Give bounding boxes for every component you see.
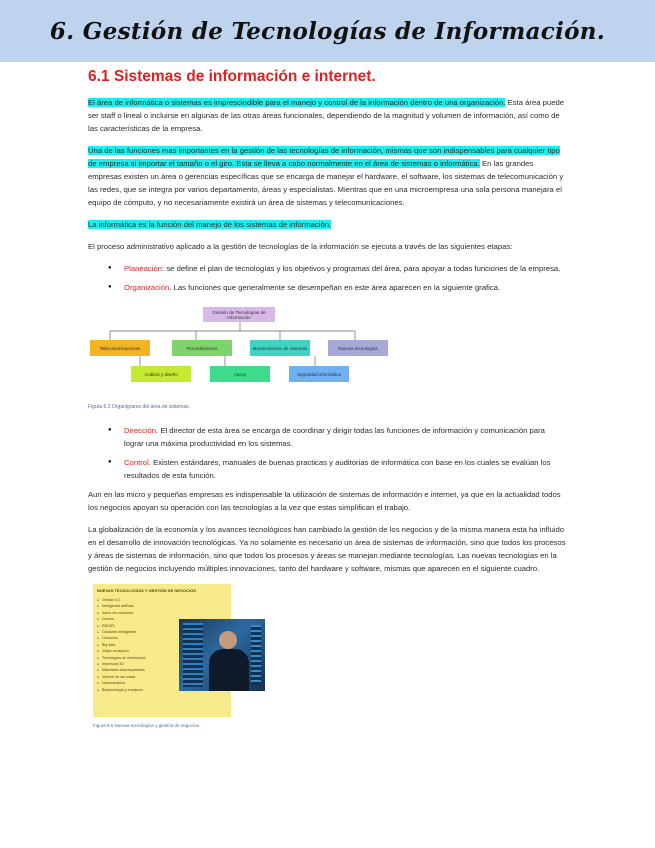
highlight-text: La informática es la función del manejo de los sistemas de información. bbox=[88, 220, 332, 229]
stage-term: Planeación bbox=[124, 264, 163, 273]
innovation-item: ● Ciudades inteligentes bbox=[102, 629, 182, 635]
innovation-item: ● Materiales autorreparables bbox=[102, 667, 182, 673]
org-node-procedimientos: Procedimientos bbox=[172, 340, 232, 356]
stage-term: Dirección bbox=[124, 426, 157, 435]
innovation-item: ● Nanomedicina bbox=[102, 680, 182, 686]
document-body bbox=[88, 68, 566, 728]
innovation-item: ● Clonación bbox=[102, 635, 182, 641]
person-body bbox=[209, 649, 249, 691]
server-rack bbox=[183, 623, 203, 687]
list-item-planeacion bbox=[124, 262, 566, 275]
org-chart-caption: Figura 6.3 Organigrama del área de sistemas. bbox=[88, 404, 190, 410]
org-chart bbox=[90, 304, 390, 400]
paragraph-5: Aun en las micro y pequeñas empresas es indispensable la utilización de sistemas de información e internet, ya que en la actualidad todos los negocios apoyan su operación con las tecnologías a la vez que estas simplifican el trabajo. bbox=[88, 490, 561, 512]
innovations-figure bbox=[93, 584, 231, 717]
innovation-item: ● Drones bbox=[102, 616, 182, 622]
stage-text: . Las funciones que generalmente se desempeñan en este área aparecen en la siguiente grafica. bbox=[169, 283, 501, 292]
list-item-organizacion bbox=[124, 281, 566, 294]
server-rack bbox=[251, 625, 261, 685]
innovations-list bbox=[97, 597, 182, 693]
highlight-text: Una de las funciones mas importantes en la gestión de las tecnologías de información, mismas que son indispensables para cualquier tipo de empresa si importar el tamaño o el giro. Esta se lleva a cabo normalmente en el área de sistemas o informática. bbox=[88, 146, 560, 168]
stages-list-bottom bbox=[88, 424, 566, 482]
list-item-control bbox=[124, 456, 566, 482]
org-node-mantenimiento: Mantenimiento de sistemas bbox=[250, 340, 310, 356]
paragraph-2 bbox=[88, 144, 566, 209]
org-root-box: Gestión de Tecnologías de Información bbox=[203, 307, 275, 322]
paragraph-text: En las grandes empresas existen un área o gerencias específicas que se encarga de manejar el hardware, el software, los sistemas de telecomunicación y las redes, que se integra por varios departamento, áreas y especialistas. Mientras que en una microempresa una sola persona manejara el equipo de cómputo, y no necesariamente existirá un área de sistemas y telecomunicaciones. bbox=[88, 159, 564, 207]
highlight-text: El área de informática o sistemas es imprescindible para el manejo y control de la información dentro de una organización. bbox=[88, 98, 506, 107]
chapter-title: 6. Gestión de Tecnologías de Información. bbox=[49, 17, 606, 45]
innovations-title: NUEVAS TECNOLOGÍAS Y GESTIÓN DE NEGOCIOS bbox=[97, 588, 196, 593]
section-title: 6.1 Sistemas de información e internet. bbox=[88, 68, 376, 85]
stage-term: Control bbox=[124, 458, 149, 467]
innovations-caption: Figura 6.5 Nuevas tecnologías y gestión de negocios. bbox=[93, 723, 201, 728]
innovation-item: ● Gestión 4.0 bbox=[102, 597, 182, 603]
innovation-item: ● Big data bbox=[102, 642, 182, 648]
chapter-banner bbox=[0, 0, 655, 62]
datacenter-photo bbox=[179, 619, 265, 691]
innovation-item: ● Biotecnología y envejecer bbox=[102, 687, 182, 693]
org-node-seguridad: Seguridad informática bbox=[289, 366, 349, 382]
innovation-item: ● Viajes al espacio bbox=[102, 648, 182, 654]
paragraph-4: El proceso administrativo aplicado a la gestión de tecnologías de la información se ejecuta a través de las siguientes etapas: bbox=[88, 242, 513, 251]
innovation-item: ● Autos sin conductor bbox=[102, 610, 182, 616]
stage-text: . Existen estándares, manuales de buenas practicas y auditorias de informática con base en los cuales se evalúan los resultados de esta función. bbox=[124, 458, 551, 480]
org-node-apoyo: Apoyo bbox=[210, 366, 270, 382]
innovation-item: ● Tecnologías de información bbox=[102, 655, 182, 661]
org-node-nuevas: Nuevas tecnologías bbox=[328, 340, 388, 356]
paragraph-6: La globalización de la economía y los avances tecnológicos han cambiado la gestión de los negocios y de la misma manera esta ha influido en el desarrollo de innovación tecnológicas. Ya no solamente es necesario un área de sistemas de información, sino que todos los procesos y áreas de sistemas de información, sino que todos los procesos y áreas se manejan mediante tecnologías. Las nuevas tecnologías en la gestión de negocios incluyendo múltiples innovaciones, tanto del hardware y software, mismas que aparecen en el siguiente cuadro. bbox=[88, 525, 566, 573]
innovation-item: ● Impresora 3D bbox=[102, 661, 182, 667]
stage-text: . El director de esta área se encarga de coordinar y dirigir todas las funciones de información y comunicación para lograr una máxima productividad en los sistemas. bbox=[124, 426, 545, 448]
paragraph-3 bbox=[88, 218, 566, 231]
paragraph-1 bbox=[88, 96, 566, 135]
list-item-direccion bbox=[124, 424, 566, 450]
org-node-telecom: Telecomunicaciones bbox=[90, 340, 150, 356]
org-node-analisis: Análisis y diseño bbox=[131, 366, 191, 382]
innovation-item: ● RBOSS bbox=[102, 623, 182, 629]
stages-list-top bbox=[88, 262, 566, 294]
innovation-item: ● Inteligencia artificial bbox=[102, 603, 182, 609]
stage-text: : se define el plan de tecnologías y los objetivos y programas del área, para apoyar a todas funciones de la empresa. bbox=[162, 264, 561, 273]
stage-term: Organización bbox=[124, 283, 170, 292]
innovation-item: ● Internet de las cosas bbox=[102, 674, 182, 680]
person-head bbox=[219, 631, 237, 649]
paragraph-text: Esta área puede ser staff o lineal o incluirse en algunas de las otras áreas funcionales, dependiendo de la magnitud y volumen de información, así como de las características de la empresa. bbox=[88, 98, 565, 133]
